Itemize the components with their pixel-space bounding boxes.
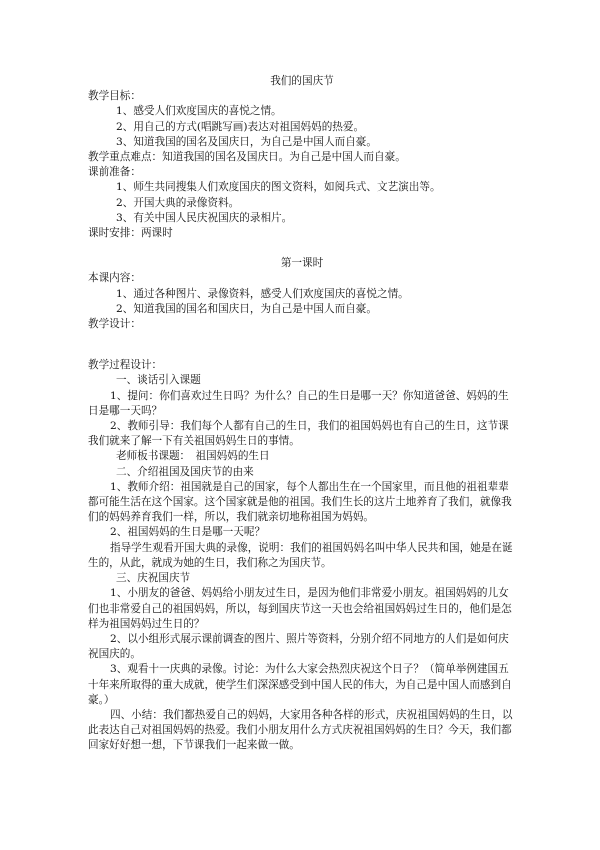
paragraph: 1、教师介绍：祖国就是自己的国家，每个人都出生在一个国家里，而且他的祖祖辈辈都可能生活在这个国家。这个国家就是他的祖国。我们生长的这片土地养育了我们，就像我们的妈妈养育我们一样，所以，我们就亲切地称祖国为妈妈。 [88,480,512,524]
prep-item: 2、开国大典的录像资料。 [116,196,240,209]
content-heading: 本课内容： [88,272,141,285]
summary-paragraph: 四、小结：我们都热爱自己的妈妈，大家用各种各样的形式，庆祝祖国妈妈的生日，以此表达自己对祖国妈妈的热爱。我们小朋友用什么方式庆祝祖国妈妈的生日？今天，我们都回家好好想一想，下节课我们一起来做一做。 [88,708,513,752]
goal-item: 1、感受人们欢度国庆的喜悦之情。 [116,105,282,118]
document-body [88,74,516,754]
schedule: 课时安排：两课时 [88,227,173,240]
section-heading: 一、谈话引入课题 [116,374,201,387]
key-points: 教学重点难点：知道我国的国名及国庆日。为自己是中国人而自豪。 [88,151,406,164]
prep-heading: 课前准备： [88,166,141,179]
prep-item: 1、师生共同搜集人们欢度国庆的图文资料，如阅兵式、文艺演出等。 [116,181,441,194]
goal-item: 2、用自己的方式(唱跳写画)表达对祖国妈妈的热爱。 [116,120,365,133]
section-heading: 三、庆祝国庆节 [116,572,191,585]
paragraph: 指导学生观看开国大典的录像，说明：我们的祖国妈妈名叫中华人民共和国，她是在诞生的，从此，就成为她的生日，我们称之为国庆节。 [88,541,513,569]
paragraph: 2、教师引导：我们每个人都有自己的生日，我们的祖国妈妈也有自己的生日，这节课我们就来了解一下有关祖国妈妈生日的事情。 [88,420,509,448]
process-heading: 教学过程设计： [88,359,163,372]
content-item: 2、知道我国的国名和国庆日，为自己是中国人而自豪。 [116,302,377,315]
goals-heading: 教学目标： [88,90,141,103]
content-item: 1、通过各种图片、录像资料，感受人们欢度国庆的喜悦之情。 [116,287,409,300]
paragraph: 1、提问：你们喜欢过生日吗？为什么？自己的生日是哪一天？你知道爸爸、妈妈的生日是哪一天吗？ [88,389,509,417]
prep-item: 3、有关中国人民庆祝国庆的录相片。 [116,211,293,224]
paragraph: 1、小朋友的爸爸、妈妈给小朋友过生日，是因为他们非常爱小朋友。祖国妈妈的儿女们也非常爱自己的祖国妈妈，所以，每到国庆节这一天也会给祖国妈妈过生日的，他们是怎样为祖国妈妈过生日的？ [88,587,512,630]
paragraph: 2、以小组形式展示课前调查的图片、照片等资料，分别介绍不同地方的人们是如何庆祝国庆的。 [88,632,509,661]
board-title: 老师板书课题： 祖国妈妈的生日 [116,450,270,463]
section-heading: 二、介绍祖国及国庆节的由来 [116,465,254,478]
lesson-title: 第一课时 [280,257,324,270]
design-heading: 教学设计： [88,318,141,331]
paragraph: 2、祖国妈妈的生日是哪一天呢？ [110,526,266,539]
paragraph: 3、观看十一庆典的录像。讨论：为什么大家会热烈庆祝这个日子？（简单举例建国五十年来所取得的重大成就，使学生们深深感受到中国人民的伟大，为自己是中国人而感到自豪。） [88,663,512,706]
goal-item: 3、知道我国的国名及国庆日，为自己是中国人而自豪。 [116,135,377,148]
document-title: 我们的国庆节 [270,75,334,87]
